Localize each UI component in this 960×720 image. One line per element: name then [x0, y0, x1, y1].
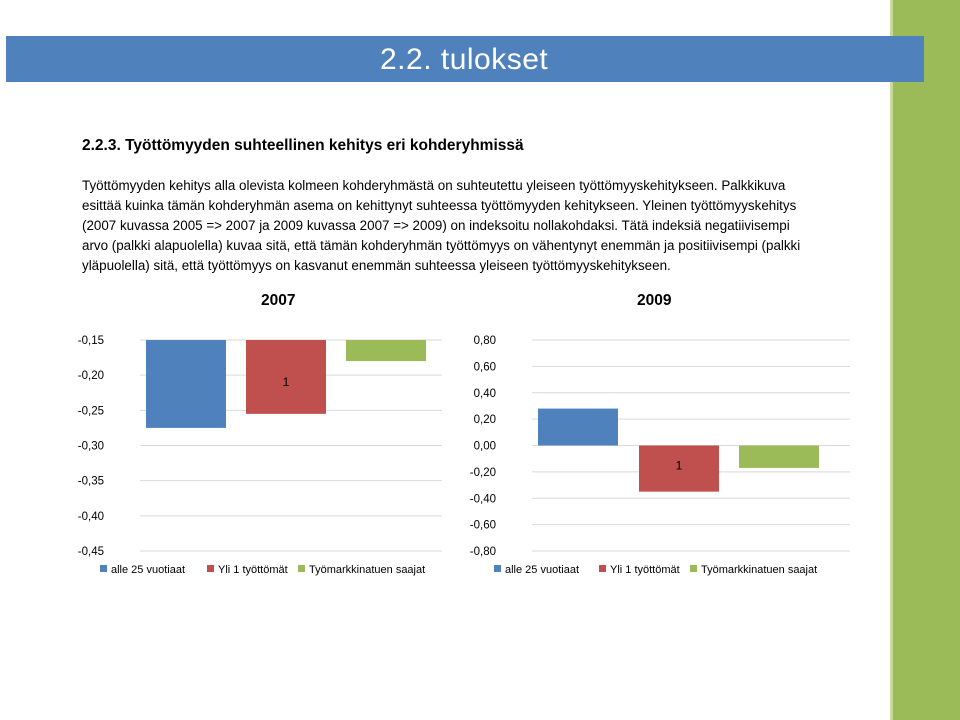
- chart-2009-svg: [462, 326, 854, 588]
- side-accent-bar: [890, 0, 960, 720]
- legend-swatch: [298, 565, 305, 572]
- y-tick-label: -0,40: [469, 493, 496, 506]
- chart-title-2009: 2009: [637, 292, 672, 309]
- y-tick-label: -0,25: [77, 405, 104, 418]
- category-label: 1: [282, 375, 290, 390]
- legend-swatch: [494, 565, 501, 572]
- legend-label: alle 25 vuotiaat: [111, 564, 185, 576]
- legend-label: Yli 1 työttömät: [610, 564, 680, 576]
- y-tick-label: 0,00: [473, 440, 496, 453]
- y-tick-label: -0,40: [77, 510, 104, 523]
- legend-swatch: [207, 565, 214, 572]
- y-tick-label: 0,20: [473, 414, 496, 427]
- chart-2007-svg: [70, 326, 450, 588]
- legend-label: Yli 1 työttömät: [218, 564, 288, 576]
- legend-swatch: [690, 565, 697, 572]
- legend-label: Työmarkkinatuen saajat: [309, 564, 426, 576]
- y-tick-label: -0,30: [77, 440, 104, 453]
- y-tick-label: -0,15: [77, 335, 104, 347]
- bar-ty-markkinatuen-saajat: [346, 340, 426, 361]
- body-paragraph: Työttömyyden kehitys alla olevista kolmeen kohderyhmästä on suhteutettu yleiseen työttömyyskehitykseen. Palkkikuva esittää kuinka tämän kohderyhmän asema on kehittynyt suhteessa työttömyyden kehitykseen. Yleinen työttömyyskehitys (2007 kuvassa 2005 => 2007 ja 2009 kuvassa 2007 => 2009) on indeksoitu nollakohdaksi. Tätä indeksiä negatiivisempi arvo (palkki alapuolella) kuvaa sitä, että tämän kohderyhmän työttömyys on vähentynyt enemmän ja positiivisempi (palkki yläpuolella) sitä, että työttömyys on kasvanut enemmän suhteessa yleiseen työttömyyskehitykseen.: [82, 178, 801, 273]
- bar-ty-markkinatuen-saajat: [739, 446, 819, 468]
- section-heading: 2.2.3. Työttömyyden suhteellinen kehitys eri kohderyhmissä: [82, 137, 524, 154]
- legend-swatch: [100, 565, 107, 572]
- category-label: 1: [675, 458, 683, 473]
- bar-alle-25-vuotiaat: [146, 340, 226, 428]
- chart-title-2007: 2007: [261, 292, 296, 309]
- y-tick-label: -0,20: [77, 370, 104, 383]
- chart-2007: [70, 326, 450, 588]
- y-tick-label: 0,60: [473, 361, 496, 374]
- y-tick-label: 0,80: [473, 335, 496, 347]
- legend-label: Työmarkkinatuen saajat: [701, 564, 818, 576]
- body-paragraph-block: [82, 176, 814, 276]
- title-band: [6, 36, 924, 82]
- y-tick-label: -0,20: [469, 466, 496, 479]
- legend-label: alle 25 vuotiaat: [505, 564, 579, 576]
- y-tick-label: -0,60: [469, 519, 496, 532]
- slide-title: 2.2. tulokset: [380, 43, 549, 76]
- y-tick-label: -0,35: [77, 475, 104, 488]
- bar-alle-25-vuotiaat: [538, 409, 618, 446]
- legend-swatch: [599, 565, 606, 572]
- y-tick-label: -0,80: [469, 546, 496, 558]
- chart-2009: [462, 326, 854, 588]
- y-tick-label: 0,40: [473, 387, 496, 400]
- y-tick-label: -0,45: [77, 546, 104, 558]
